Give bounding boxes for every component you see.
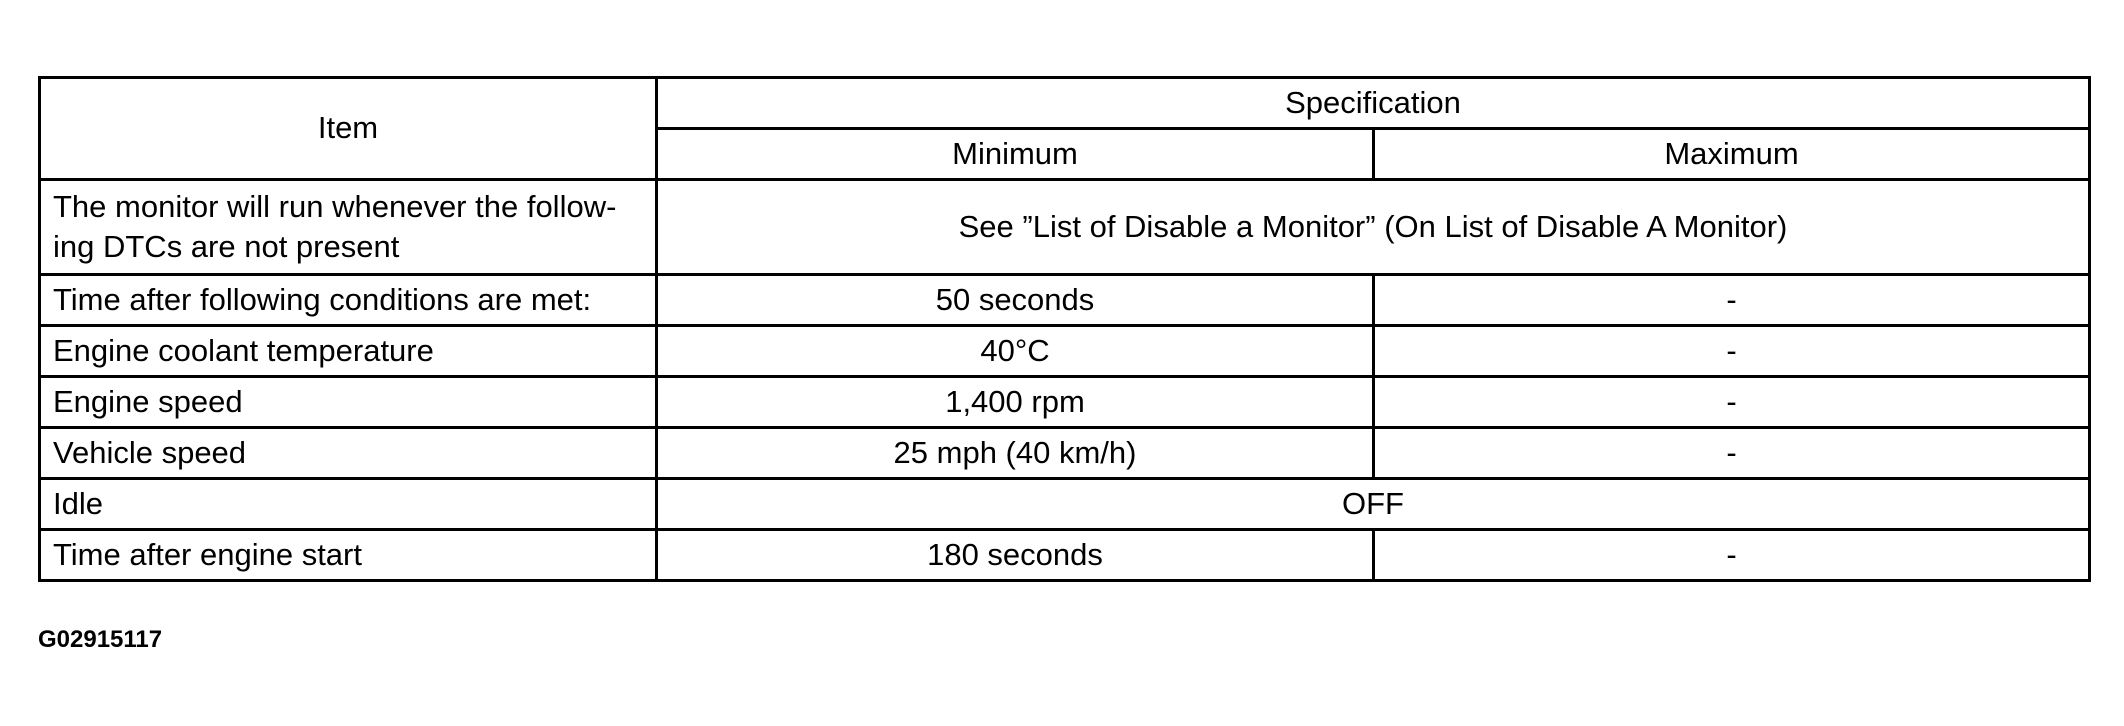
table-row [40,275,2090,326]
maximum-cell: - [1374,530,2090,581]
item-cell: Time after engine start [40,530,657,581]
spanned-value-cell: OFF [657,479,2090,530]
table-row [40,530,2090,581]
figure-id: G02915117 [38,626,163,653]
item-cell: Engine coolant temperature [40,326,657,377]
table-row [40,428,2090,479]
maximum-cell: - [1374,326,2090,377]
maximum-cell: - [1374,377,2090,428]
spanned-value-cell: See ”List of Disable a Monitor” (On List of Disable A Monitor) [657,180,2090,275]
item-cell: Idle [40,479,657,530]
minimum-cell: 1,400 rpm [657,377,1374,428]
maximum-header: Maximum [1374,129,2090,180]
maximum-cell: - [1374,275,2090,326]
minimum-cell: 25 mph (40 km/h) [657,428,1374,479]
table-row [40,180,2090,275]
table-row [40,326,2090,377]
header-row [40,78,2090,129]
table-row [40,479,2090,530]
specification-table [38,76,2091,582]
item-cell: Vehicle speed [40,428,657,479]
item-header: Item [40,78,657,180]
minimum-cell: 50 seconds [657,275,1374,326]
specification-header: Specification [657,78,2090,129]
maximum-cell: - [1374,428,2090,479]
table-row [40,377,2090,428]
item-cell: Time after following conditions are met: [40,275,657,326]
minimum-cell: 180 seconds [657,530,1374,581]
minimum-cell: 40°C [657,326,1374,377]
item-cell: The monitor will run whenever the follow- ing DTCs are not present [40,180,657,275]
item-cell: Engine speed [40,377,657,428]
minimum-header: Minimum [657,129,1374,180]
